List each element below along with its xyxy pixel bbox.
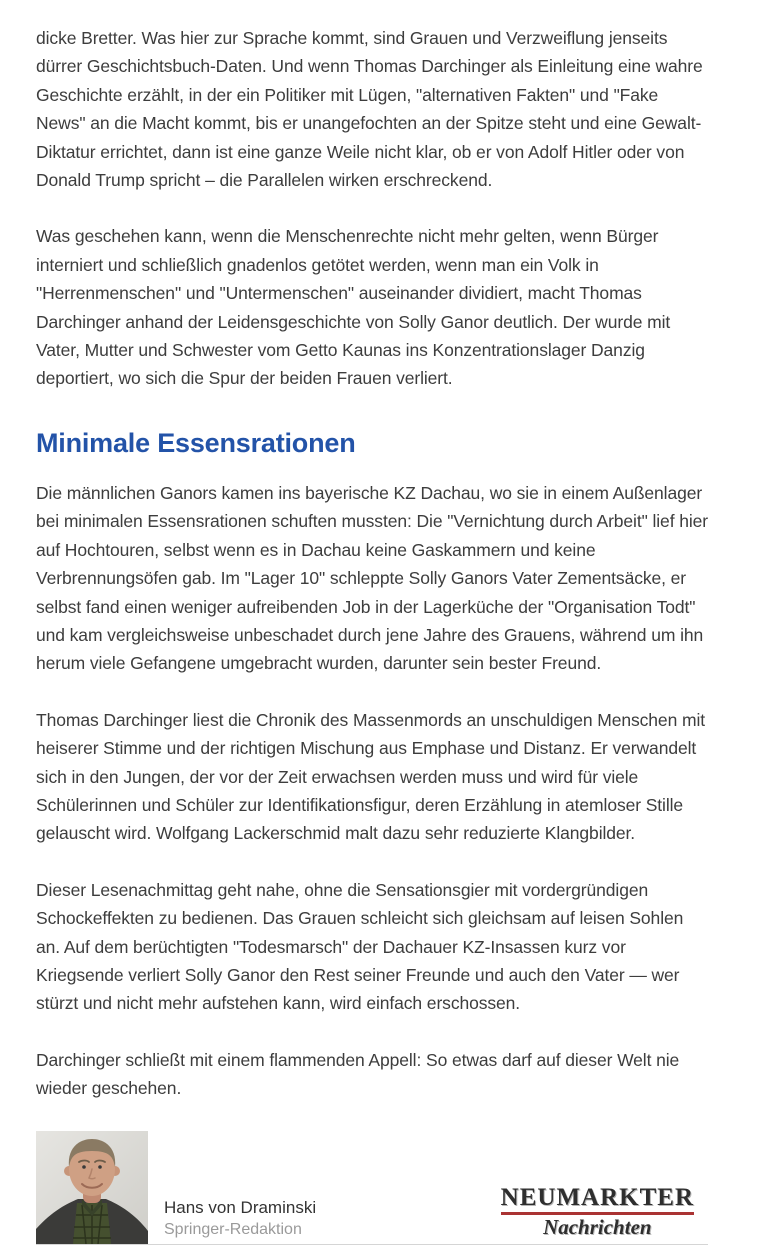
author-role: Springer-Redaktion [164, 1220, 302, 1238]
article-paragraph: Die männlichen Ganors kamen ins bayerische KZ Dachau, wo sie in einem Außenlager bei minimalen Essensrationen schuften mussten: Die "Vernichtung durch Arbeit" lief hier auf Hochtouren, selbst wenn es in Dachau keine Gaskammern und keine Verbrennungsöfen gab. Im "Lager 10" schleppte Solly Ganors Vater Zementsäcke, er selbst fand einen weniger aufreibenden Job in der Lagerküche der "Organisation Todt" und kam vergleichsweise unbeschadet durch jene Jahre des Grauens, während um ihn herum viele Gefangene umgebracht wurden, darunter sein bester Freund. [36, 482, 708, 674]
article-paragraph: Darchinger schließt mit einem flammenden Appell: So etwas darf auf dieser Welt nie wieder geschehen. [36, 1049, 680, 1099]
section-heading: Minimale Essensrationen [36, 427, 356, 458]
article-paragraph: dicke Bretter. Was hier zur Sprache kommt, sind Grauen und Verzweiflung jenseits dürrer Geschichtsbuch-Daten. Und wenn Thomas Darchinger als Einleitung eine wahre Geschichte erzählt, in der ein Politiker mit Lügen, "alternativen Fakten" und "Fake News" an die Macht kommt, bis er unangefochten an der Spitze steht und eine Gewalt-Diktatur errichtet, dann ist eine ganze Weile nicht klar, ob er von Adolf Hitler oder von Donald Trump spricht – die Parallelen wirken erschreckend. [36, 28, 703, 191]
article-paragraph: Was geschehen kann, wenn die Menschenrechte nicht mehr gelten, wenn Bürger interniert und schließlich gnadenlos getötet werden, wenn man ein Volk in "Herrenmenschen" und "Untermenschen" auseinander dividiert, macht Thomas Darchinger anhand der Leidensgeschichte von Solly Ganor deutlich. Der wurde mit Vater, Mutter und Schwester vom Getto Kaunas ins Konzentrationslager Danzig deportiert, wo sich die Spur der beiden Frauen verliert. [36, 226, 671, 389]
article-paragraph: Thomas Darchinger liest die Chronik des Massenmords an unschuldigen Menschen mit heiserer Stimme und der richtigen Mischung aus Emphase und Distanz. Er verwandelt sich in den Jungen, der vor der Zeit erwachsen werden muss und wird für viele Schülerinnen und Schüler zur Identifikationsfigur, deren Erzählung in atemloser Stille gelauscht wird. Wolfgang Lackerschmid malt dazu sehr reduzierte Klangbilder. [36, 709, 705, 844]
logo-subtitle-text: Nachrichten [543, 1214, 652, 1239]
logo-title-text: NEUMARKTER [501, 1186, 694, 1215]
author-name: Hans von Draminski [164, 1197, 317, 1217]
article-paragraph: Dieser Lesenachmittag geht nahe, ohne die Sensationsgier mit vordergründigen Schockeffekten zu bedienen. Das Grauen schleicht sich gleichsam auf leisen Sohlen an. Auf dem berüchtigten "Todesmarsch" der Dachauer KZ-Insassen kurz vor Kriegsende verliert Solly Ganor den Rest seiner Freunde und auch den Vater — wer stürzt und nicht mehr aufstehen kann, wird einfach erschossen. [36, 879, 684, 1014]
author-portrait-photo [36, 1131, 148, 1244]
newspaper-logo [500, 1183, 694, 1244]
author-text-block [148, 1197, 316, 1244]
author-byline-row [36, 1131, 708, 1245]
